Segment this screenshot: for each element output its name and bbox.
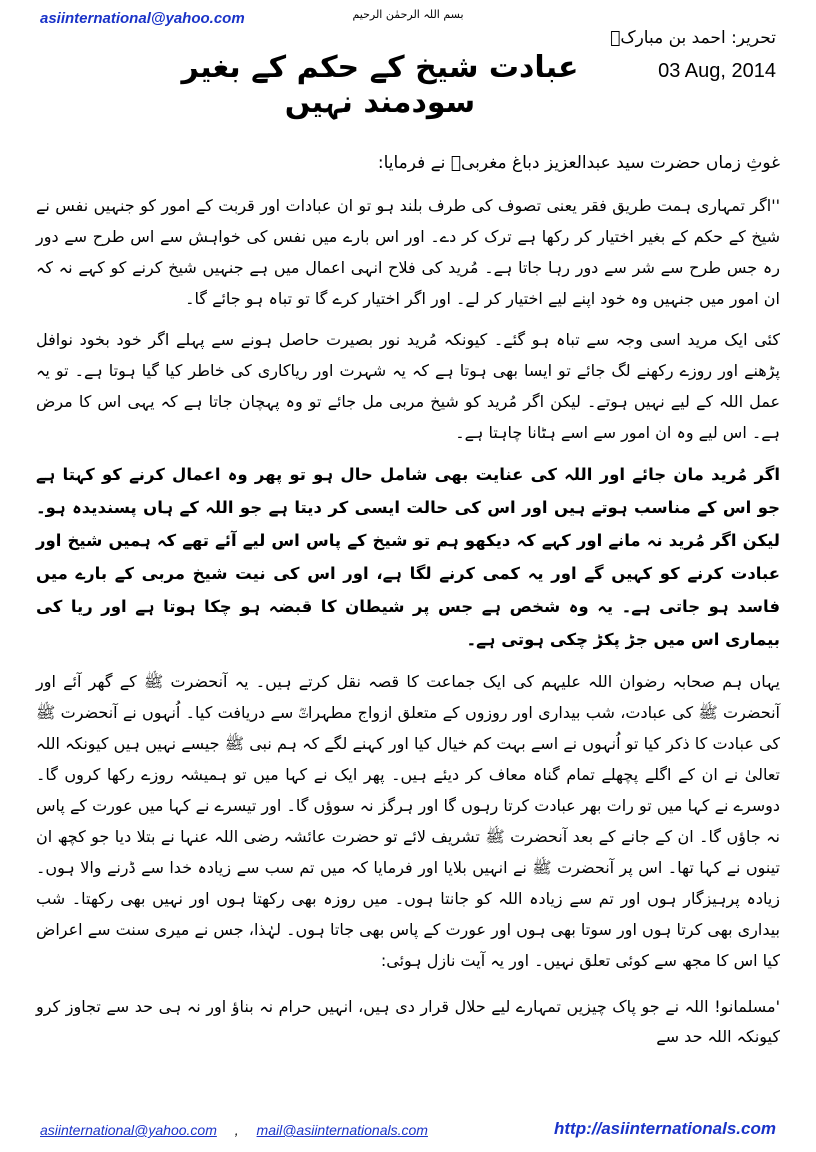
paragraph-2: کئی ایک مرید اسی وجہ سے تباہ ہو گئے۔ کیونکہ مُرید نور بصیرت حاصل ہونے سے پہلے اگر خود بخود نوافل پڑھنے اور روزے رکھنے لگ جائے تو ایسا بھی ہوتا ہے کہ یہ شہرت اور ریاکاری کی خاطر کیا گیا ہوتا ہے۔ تو یہ عمل اللہ کے لیے نہیں ہوتے۔ لیکن اگر مُرید کو شیخ مربی مل جائے تو وہ پہچان جاتا ہے کہ یہی اس کا مرض ہے۔ اس لیے وہ ان امور سے اسے ہٹانا چاہتا ہے۔	[36, 330, 780, 442]
paragraph-3: اگر مُرید مان جائے اور اللہ کی عنایت بھی شامل حال ہو تو پھر وہ اعمال کرنے کو کہتا ہے جو اس کے مناسب ہوتے ہیں اور اس کی حالت ایسی کر دیتا ہے جو اللہ کے ہاں پسندیدہ ہو۔ لیکن اگر مُرید نہ مانے اور کہے کہ دیکھو ہم تو شیخ کے پاس اس لیے آئے تھے کہ ہمیں شیخ اور عبادت کرنے کو کہیں گے اور یہ کمی کرنے لگا ہے، اور اس کی نیت شیخ مربی کے بارے میں فاسد ہو جاتی ہے۔ یہ وہ شخص ہے جس پر شیطان کا قبضہ ہو چکا ہوتا ہے اور ریا کی بیماری اس میں جڑ پکڑ چکی ہوتی ہے۔	[36, 465, 780, 649]
article-title: عبادت شیخ کے حکم کے بغیر سودمند نہیں	[181, 50, 579, 120]
footer-website-link[interactable]: http://asiinternationals.com	[554, 1119, 776, 1138]
footer-email-1[interactable]: asiinternational@yahoo.com	[40, 1122, 217, 1138]
footer-emails	[40, 1122, 428, 1138]
article-date: 03 Aug, 2014	[658, 60, 776, 82]
intro-line: غوثِ زماں حضرت سید عبدالعزیز دباغ مغربیؒ نے فرمایا:	[377, 153, 780, 173]
paragraph-4: یہاں ہم صحابہ رضوان اللہ علیہم کی ایک جماعت کا قصہ نقل کرتے ہیں۔ یہ آنحضرت ﷺ کے گھر آئے اور آنحضرت ﷺ کی عبادت، شب بیداری اور روزوں کے متعلق ازواج مطہراتؓ سے دریافت کیا۔ اُنہوں نے آنحضرت ﷺ کی عبادت کا ذکر کیا تو اُنہوں نے اسے بہت کم خیال کیا اور کہنے لگے کہ ہم نبی ﷺ جیسے نہیں ہیں کیونکہ اللہ تعالیٰ نے ان کے اگلے پچھلے تمام گناہ معاف کر دیئے ہیں۔ پھر ایک نے کہا میں تو ہمیشہ روزے رکھا کروں گا۔ دوسرے نے کہا میں تو رات بھر عبادت کرتا رہوں گا اور ہرگز نہ سوؤں گا۔ اور تیسرے نے کہا میں عورت کے پاس نہ جاؤں گا۔ ان کے جانے کے بعد آنحضرت ﷺ تشریف لائے تو حضرت عائشہ رضی اللہ عنہا نے بتلا دیا جو کچھ ان تینوں نے کہا تھا۔ اس پر آنحضرت ﷺ نے انہیں بلایا اور فرمایا کہ میں تم سب سے زیادہ خدا سے ڈرنے والا ہوں۔ زیادہ پرہیزگار ہوں اور تم سے زیادہ اللہ کو جانتا ہوں۔ میں روزہ بھی رکھتا ہوں اور نہیں بھی رکھتا۔ شب بیداری بھی کرتا ہوں اور سوتا بھی ہوں اور عورت کے پاس بھی جاتا ہوں۔ لہٰذا، جس نے میری سنت سے اعراض کیا اس کا مجھ سے کوئی تعلق نہیں۔ اور یہ آیت نازل ہوئی:	[36, 672, 781, 970]
footer-separator: ,	[234, 1122, 239, 1138]
author-line: تحریر: احمد بن مبارکؒ	[610, 28, 776, 48]
footer-email-2[interactable]: mail@asiinternationals.com	[256, 1122, 428, 1138]
article-body	[36, 150, 780, 1068]
bismillah: بسم اللہ الرحمٰن الرحیم	[352, 8, 464, 21]
quran-verse-line: 'مسلمانو! اللہ نے جو پاک چیزیں تمہارے لیے حلال قرار دی ہیں، انہیں حرام نہ بناؤ اور نہ ہی حد سے تجاوز کرو کیونکہ اللہ حد سے	[36, 997, 780, 1046]
paragraph-1: ''اگر تمہاری ہمت طریق فقر یعنی تصوف کی طرف بلند ہو تو ان عبادات اور قربت کے امور کو جنہیں نفس نے شیخ کے حکم کے بغیر اختیار کر رکھا ہے ترک کر دے۔ اور اس بارے میں نفس کی خواہش سے اس طرح سے دور رہ جس طرح سے شر سے دور رہا جاتا ہے۔ مُرید کی فلاح انہی اعمال میں ہے جنہیں شیخ کرنے کو کہے نہ کہ ان امور میں جنہیں وہ خود اپنے لیے اختیار کر لے۔ اور اگر اختیار کرے گا تو تباہ ہو جائے گا۔	[36, 196, 780, 308]
header-email[interactable]: asiinternational@yahoo.com	[40, 10, 245, 27]
